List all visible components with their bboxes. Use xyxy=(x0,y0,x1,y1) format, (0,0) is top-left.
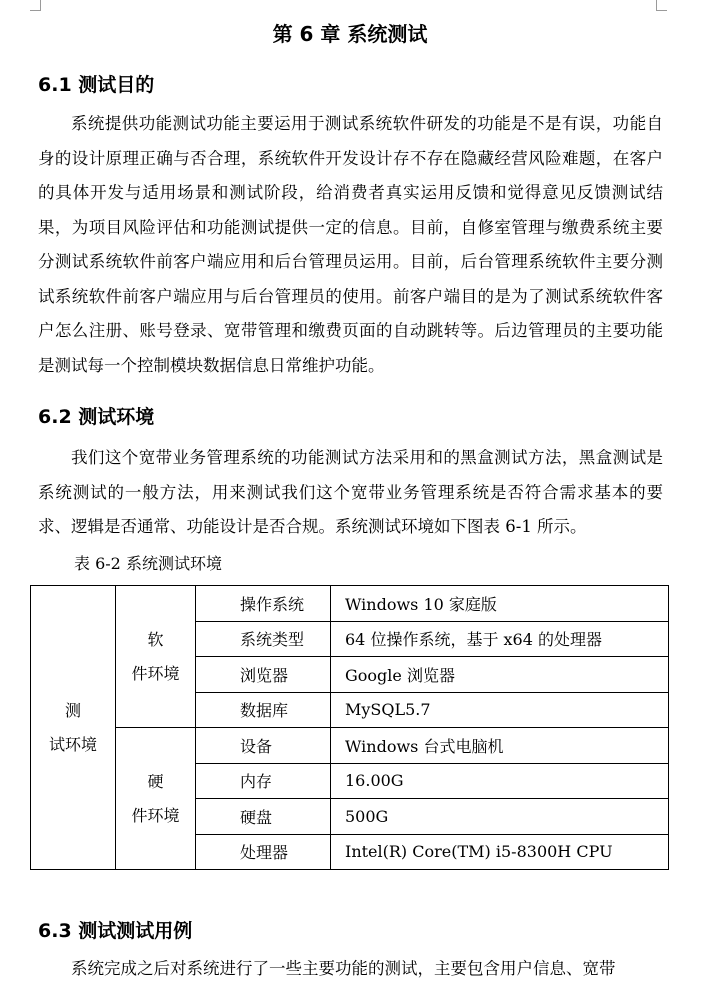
table-cell-value: Intel(R) Core(TM) i5-8300H CPU xyxy=(331,834,669,870)
chapter-title: 第 6 章 系统测试 xyxy=(272,22,428,46)
table-row xyxy=(31,728,669,764)
table-cell-item: 浏览器 xyxy=(196,657,331,693)
table-cell-value: 500G xyxy=(331,799,669,835)
page-corner-mark-right xyxy=(656,0,667,11)
table-group-label-hardware: 硬 件环境 xyxy=(116,728,196,870)
section-heading-6-1: 6.1 测试目的 xyxy=(38,74,155,96)
table-group-label-software: 软 件环境 xyxy=(116,586,196,728)
test-environment-table xyxy=(30,585,669,870)
table-cell-item: 内存 xyxy=(196,763,331,799)
section-6-3-paragraph: 系统完成之后对系统进行了一些主要功能的测试，主要包含用户信息、宽带 xyxy=(71,959,616,978)
table-cell-item: 数据库 xyxy=(196,692,331,728)
table-caption: 表 6-2 系统测试环境 xyxy=(74,554,222,573)
table-cell-value: Windows 台式电脑机 xyxy=(331,728,669,764)
table-cell-item: 处理器 xyxy=(196,834,331,870)
table-cell-value: Windows 10 家庭版 xyxy=(331,586,669,622)
table-cell-value: 64 位操作系统，基于 x64 的处理器 xyxy=(331,621,669,657)
section-heading-6-2: 6.2 测试环境 xyxy=(38,406,155,428)
table-cell-item: 硬盘 xyxy=(196,799,331,835)
section-heading-6-3: 6.3 测试测试用例 xyxy=(38,920,193,942)
table-cell-item: 系统类型 xyxy=(196,621,331,657)
section-6-2-paragraph: 我们这个宽带业务管理系统的功能测试方法采用和的黑盒测试方法，黑盒测试是系统测试的一般方法，用来测试我们这个宽带业务管理系统是否符合需求基本的要求、逻辑是否通常、功能设计是否合规。系统测试环境如下图表 6-1 所示。 xyxy=(38,448,663,536)
table-cell-item: 操作系统 xyxy=(196,586,331,622)
table-cell-value: Google 浏览器 xyxy=(331,657,669,693)
table-cell-value: 16.00G xyxy=(331,763,669,799)
table-cell-value: MySQL5.7 xyxy=(331,692,669,728)
page-corner-mark-left xyxy=(30,0,41,11)
table-cell-item: 设备 xyxy=(196,728,331,764)
table-outer-label: 测 试环境 xyxy=(31,586,116,870)
table-row xyxy=(31,586,669,622)
section-6-1-paragraph: 系统提供功能测试功能主要运用于测试系统软件研发的功能是不是有误，功能自身的设计原理正确与否合理，系统软件开发设计存不存在隐藏经营风险难题，在客户的具体开发与适用场景和测试阶段，给消费者真实运用反馈和觉得意见反馈测试结果，为项目风险评估和功能测试提供一定的信息。目前，自修室管理与缴费系统主要分测试系统软件前客户端应用和后台管理员运用。目前，后台管理系统软件主要分测试系统软件前客户端应用与后台管理员的使用。前客户端目的是为了测试系统软件客户怎么注册、账号登录、宽带管理和缴费页面的自动跳转等。后边管理员的主要功能是测试每一个控制模块数据信息日常维护功能。 xyxy=(38,114,663,375)
